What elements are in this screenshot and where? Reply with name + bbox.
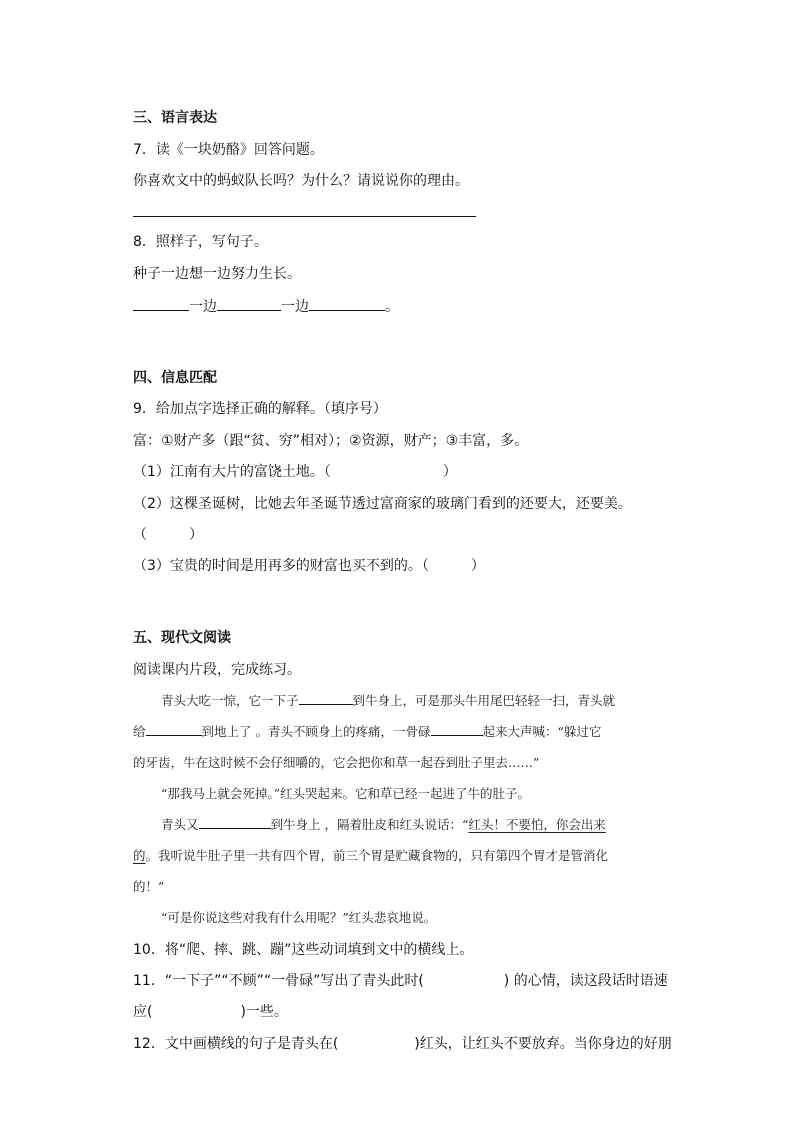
passage-blank-4[interactable] <box>199 816 271 829</box>
question-9-title: 9．给加点字选择正确的解释。（填序号） <box>133 401 387 417</box>
blank-2[interactable] <box>217 296 281 311</box>
passage-line-6: 的。我听说牛肚子里一共有四个胃，前三个胃是贮藏食物的，只有第四个胃才是管消化 <box>133 848 609 863</box>
question-9-sentence-2: （2）这棵圣诞树，比她去年圣诞节透过富商家的玻璃门看到的还要大，还要美。 <box>133 496 632 512</box>
section-heading-reading: 五、现代文阅读 <box>133 630 231 646</box>
blank-3[interactable] <box>309 296 385 311</box>
question-9-sentence-3: （3）宝贵的时间是用再多的财富也买不到的。（ ） <box>133 558 485 574</box>
passage-line-8: “可是你说这些对我有什么用呢？”红头悲哀地说。 <box>161 910 437 925</box>
question-11-line-2: 应( )一些。 <box>133 1004 288 1020</box>
question-8-title: 8．照样子，写句子。 <box>133 234 268 250</box>
word-yibian-1: 一边 <box>189 299 217 315</box>
passage-blank-3[interactable] <box>431 723 483 736</box>
answer-line-q7[interactable] <box>133 216 476 217</box>
underlined-sentence-part-2: 的 <box>133 848 146 863</box>
question-8-example: 种子一边想一边努力生长。 <box>133 266 301 282</box>
passage-line-2: 给 到地上了 。青头不顾身上的疼痛，一骨碌 起来大声喊：“躲过它 <box>133 724 602 739</box>
question-9-sentence-1: （1）江南有大片的富饶土地。（ ） <box>133 464 457 480</box>
question-8-answer-line <box>133 296 399 317</box>
question-10: 10．将“爬、摔、跳、蹦”这些动词填到文中的横线上。 <box>133 942 474 958</box>
passage-line-1: 青头大吃一惊，它一下子 到牛身上，可是那头牛用尾巴轻轻一扫，青头就 <box>161 693 616 708</box>
section-heading-matching: 四、信息匹配 <box>133 370 217 386</box>
question-9-sentence-2-answer: （ ） <box>133 527 203 543</box>
passage-line-7: 的！” <box>133 879 165 894</box>
word-yibian-2: 一边 <box>281 299 309 315</box>
passage-line-5: 青头又 到牛身上 ，隔着肚皮和红头说话：“红头！不要怕，你会出来 <box>161 817 606 832</box>
question-9-definition: 富：①财产多（跟“贫、穷”相对）；②资源，财产；③丰富，多。 <box>133 433 529 449</box>
passage-line-4: “那我马上就会死掉。”红头哭起来。它和草已经一起进了牛的肚子。 <box>161 786 531 801</box>
question-7-prompt: 你喜欢文中的蚂蚁队长吗？为什么？请说说你的理由。 <box>133 173 469 189</box>
question-11-line-1: 11．“一下子”“不顾”“一骨碌”写出了青头此时( ) 的心情，读这段话时语速 <box>133 973 668 989</box>
passage-blank-1[interactable] <box>299 692 353 705</box>
question-7-title: 7．读《一块奶酪》回答问题。 <box>133 142 324 158</box>
period: 。 <box>385 299 399 315</box>
reading-intro: 阅读课内片段，完成练习。 <box>133 662 301 678</box>
section-heading-language: 三、语言表达 <box>133 110 217 126</box>
blank-1[interactable] <box>133 296 189 311</box>
passage-blank-2[interactable] <box>146 723 202 736</box>
passage-line-3: 的牙齿，牛在这时候不会仔细嚼的，它会把你和草一起吞到肚子里去……” <box>133 755 540 770</box>
underlined-sentence-part-1: 红头！不要怕，你会出来 <box>468 817 606 832</box>
question-12-line-1: 12．文中画横线的句子是青头在( )红头，让红头不要放弃。当你身边的好朋 <box>133 1036 672 1052</box>
